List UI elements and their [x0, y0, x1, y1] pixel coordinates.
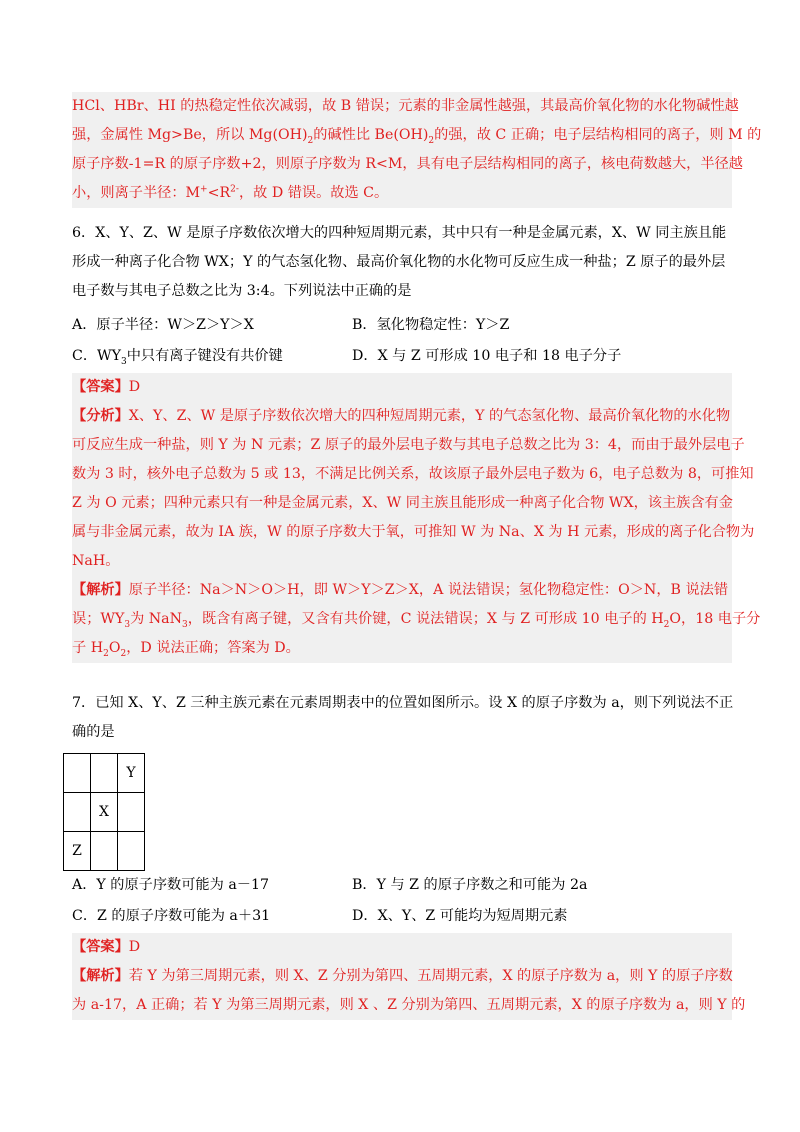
grid-cell	[91, 832, 118, 871]
q6-analysis-line-6: NaH。	[72, 553, 120, 569]
grid-cell-z: Z	[64, 832, 91, 871]
q6-option-a: A．原子半径：W＞Z＞Y＞X	[72, 317, 254, 333]
grid-cell	[118, 832, 145, 871]
q7-line-1: 7．已知 X、Y、Z 三种主族元素在元素周期表中的位置如图所示。设 X 的原子序数为 a，则下列说法不正	[72, 695, 734, 711]
prev-line-3: 原子序数-1=R 的原子序数+2，则原子序数为 R<M，具有电子层结构相同的离子，核电荷数越大，半径越	[72, 156, 743, 172]
grid-cell	[64, 754, 91, 793]
q7-line-2: 确的是	[72, 724, 115, 740]
grid-cell	[91, 754, 118, 793]
prev-explanation-block	[72, 92, 762, 208]
q6-option-b: B．氢化物稳定性：Y＞Z	[352, 317, 510, 333]
grid-cell-y: Y	[118, 754, 145, 793]
q6-solution-block	[72, 373, 761, 663]
q6-option-c: C．$WY_3$中只有离子键没有共价键	[72, 348, 283, 367]
q7-option-c: C．Z 的原子序数可能为 a＋31	[72, 908, 271, 924]
q7-explain-line-1: 【解析】若 Y 为第三周期元素，则 X、Z 分别为第四、五周期元素，X 的原子序数为 a，则 Y 的原子序数	[72, 968, 733, 984]
q7-solution-block	[72, 933, 746, 1020]
q6-analysis-line-2: 可反应生成一种盐，则 Y 为 N 元素；Z 原子的最外层电子数与其电子总数之比为 3：4，而由于最外层电子	[72, 437, 745, 453]
question-7-stem	[72, 689, 732, 747]
q6-explain-line-3: 子 $H_2O_2$，D 说法正确；答案为 D。	[72, 640, 300, 659]
grid-cell-x: X	[91, 793, 118, 832]
question-6-stem	[72, 219, 732, 306]
q6-line-1: 6．X、Y、Z、W 是原子序数依次增大的四种短周期元素，其中只有一种是金属元素，X、W 同主族且能	[72, 225, 727, 241]
q6-analysis-line-3: 数为 3 时，核外电子总数为 5 或 13，不满足比例关系，故该原子最外层电子数为 6，电子总数为 8，可推知	[72, 466, 754, 482]
q6-analysis-line-4: Z 为 O 元素；四种元素只有一种是金属元素，X、W 同主族且能形成一种离子化合物 WX，该主族含有金	[72, 495, 733, 511]
q7-option-d: D．X、Y、Z 可能均为短周期元素	[352, 908, 568, 924]
q7-option-b: B．Y 与 Z 的原子序数之和可能为 2a	[352, 877, 588, 893]
q6-analysis-line-1: 【分析】X、Y、Z、W 是原子序数依次增大的四种短周期元素，Y 的气态氢化物、最高价氧化物的水化物	[72, 408, 731, 424]
q7-option-a: A．Y 的原子序数可能为 a－17	[72, 877, 270, 893]
periodic-position-grid	[63, 753, 145, 871]
q6-explain-line-1: 【解析】原子半径：Na＞N＞O＞H，即 W＞Y＞Z＞X，A 说法错误；氢化物稳定性：O＞N，B 说法错	[72, 582, 729, 598]
q7-explain-line-2: 为 a-17，A 正确；若 Y 为第三周期元素，则 X 、Z 分别为第四、五周期元素，X 的原子序数为 a，则 Y 的	[72, 997, 746, 1013]
prev-line-4: 小，则离子半径：$M^+<R^{2-}$，故 D 错误。故选 C。	[72, 184, 389, 201]
q6-line-3: 电子数与其电子总数之比为 3:4。下列说法中正确的是	[72, 283, 412, 299]
prev-line-1: HCl、HBr、HI 的热稳定性依次减弱，故 B 错误；元素的非金属性越强，其最高价氧化物的水化物碱性越	[72, 98, 739, 114]
prev-line-2: 强，金属性 Mg>Be，所以 $Mg(OH)_2$的碱性比 $Be(OH)_2$的强，故 C 正确；电子层结构相同的离子，则 M 的	[72, 127, 762, 146]
grid-cell	[118, 793, 145, 832]
grid-cell	[64, 793, 91, 832]
q6-explain-line-2: 误；$WY_3$为 NaN$_3$，既含有离子键，又含有共价键，C 说法错误；X 与 Z 可形成 10 电子的 $H_2O$，18 电子分	[72, 611, 761, 630]
q7-answer: 【答案】D	[72, 939, 141, 955]
q6-analysis-line-5: 属与非金属元素，故为 IA 族，W 的原子序数大于氧，可推知 W 为 Na、X 为 H 元素，形成的离子化合物为	[72, 524, 755, 540]
q6-line-2: 形成一种离子化合物 WX；Y 的气态氢化物、最高价氧化物的水化物可反应生成一种盐；Z 原子的最外层	[72, 254, 726, 270]
q6-option-d: D．X 与 Z 可形成 10 电子和 18 电子分子	[352, 348, 622, 364]
q6-answer: 【答案】D	[72, 379, 141, 395]
